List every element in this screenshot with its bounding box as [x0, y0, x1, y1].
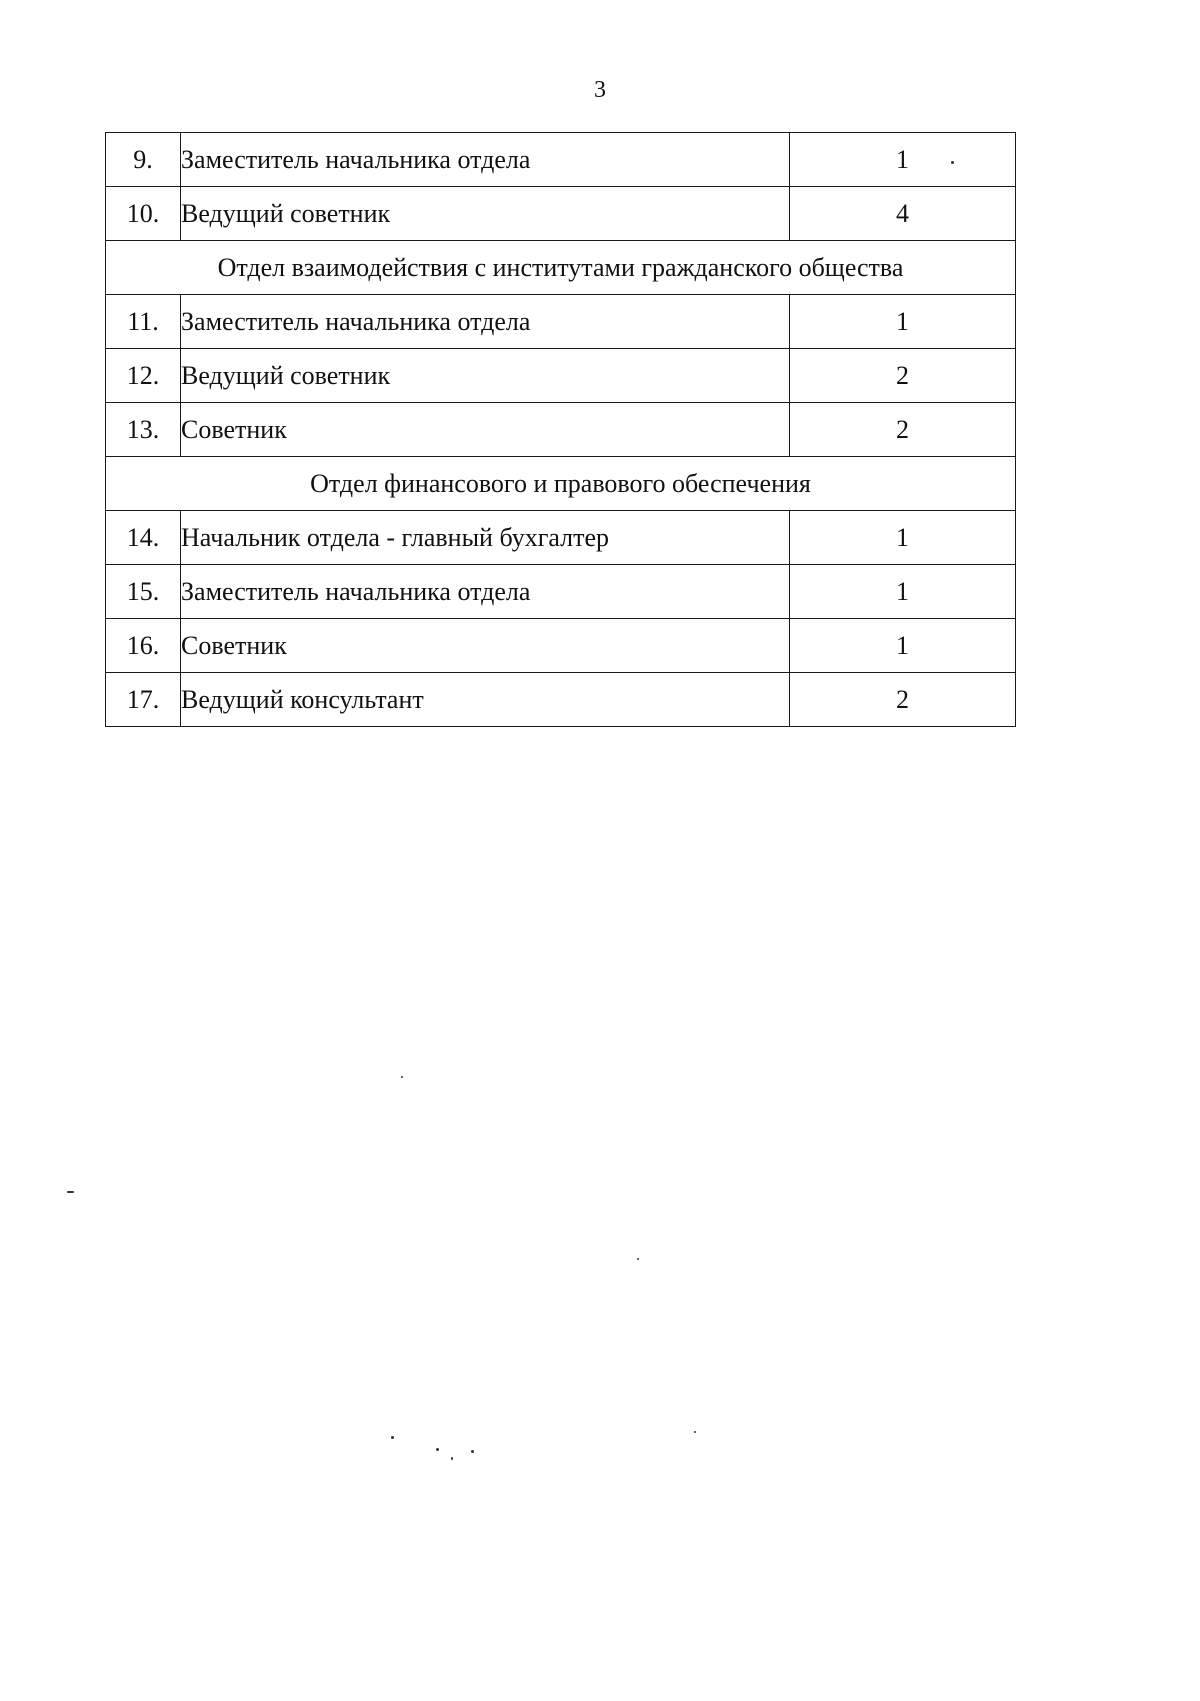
- row-number: 10.: [106, 187, 181, 241]
- scan-speck: [951, 161, 954, 164]
- scan-speck: [637, 1258, 639, 1260]
- position-title: Ведущий советник: [181, 187, 790, 241]
- position-count: 2: [790, 349, 1016, 403]
- section-row: [106, 457, 1016, 511]
- position-title: Ведущий консультант: [181, 673, 790, 727]
- position-title: Заместитель начальника отдела: [181, 295, 790, 349]
- section-row: [106, 241, 1016, 295]
- table-row: [106, 349, 1016, 403]
- scan-speck: [391, 1436, 394, 1439]
- table-row: [106, 133, 1016, 187]
- staff-positions-table: [105, 132, 1016, 727]
- position-count: 1: [790, 133, 1016, 187]
- position-title: Советник: [181, 619, 790, 673]
- table-row: [106, 187, 1016, 241]
- position-count: 2: [790, 673, 1016, 727]
- section-title: Отдел взаимодействия с институтами гражданского общества: [106, 241, 1016, 295]
- table-row: [106, 673, 1016, 727]
- scan-speck: [67, 1191, 74, 1193]
- section-title: Отдел финансового и правового обеспечения: [106, 457, 1016, 511]
- scan-speck: [451, 1457, 453, 1460]
- table-row: [106, 295, 1016, 349]
- position-title: Ведущий советник: [181, 349, 790, 403]
- scan-speck: [436, 1448, 439, 1451]
- position-count: 1: [790, 565, 1016, 619]
- row-number: 11.: [106, 295, 181, 349]
- position-title: Советник: [181, 403, 790, 457]
- table-row: [106, 565, 1016, 619]
- row-number: 14.: [106, 511, 181, 565]
- position-count: 2: [790, 403, 1016, 457]
- position-title: Заместитель начальника отдела: [181, 133, 790, 187]
- row-number: 16.: [106, 619, 181, 673]
- page-number: 3: [594, 77, 606, 103]
- row-number: 12.: [106, 349, 181, 403]
- position-count: 1: [790, 511, 1016, 565]
- position-count: 1: [790, 295, 1016, 349]
- row-number: 15.: [106, 565, 181, 619]
- position-count: 1: [790, 619, 1016, 673]
- position-title: Начальник отдела - главный бухгалтер: [181, 511, 790, 565]
- table-row: [106, 511, 1016, 565]
- scan-speck: [694, 1431, 696, 1433]
- row-number: 13.: [106, 403, 181, 457]
- row-number: 17.: [106, 673, 181, 727]
- table-row: [106, 403, 1016, 457]
- row-number: 9.: [106, 133, 181, 187]
- scan-speck: [401, 1076, 403, 1078]
- scan-speck: [471, 1450, 474, 1453]
- position-count: 4: [790, 187, 1016, 241]
- table-row: [106, 619, 1016, 673]
- position-title: Заместитель начальника отдела: [181, 565, 790, 619]
